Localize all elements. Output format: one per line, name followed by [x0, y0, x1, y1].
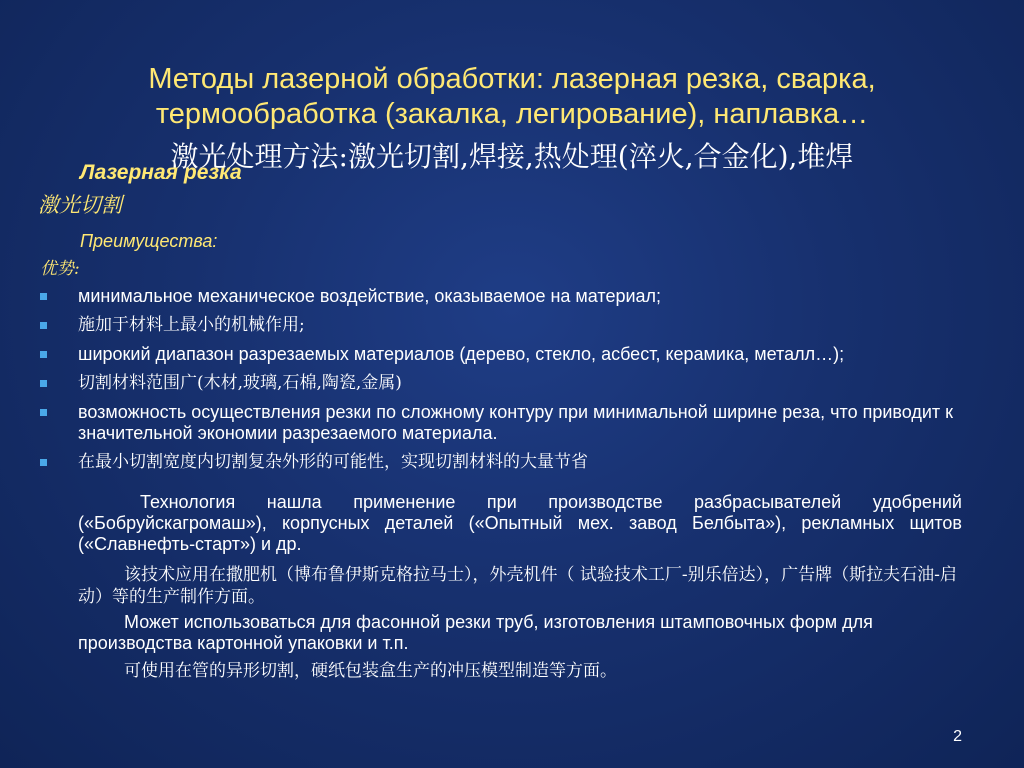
technology-paragraph-chinese [78, 564, 962, 608]
slide-title-chinese: 激光处理方法:激光切割,焊接,热处理(淬火,合金化),堆焊 [170, 140, 854, 173]
bullet-text: 施加于材料上最小的机械作用; [78, 315, 305, 335]
section-heading: Лазерная резка [80, 161, 242, 184]
bullet-text: 切割材料范围广(木材,玻璃,石棉,陶瓷,金属) [78, 373, 402, 393]
pipes-paragraph-chinese-text: 可使用在管的异形切割，硬纸包装盒生产的冲压模型制造等方面。 [124, 661, 617, 681]
bullet-item [38, 373, 968, 394]
bullet-item [38, 452, 968, 473]
bullet-text: широкий диапазон разрезаемых материалов (дерево, стекло, асбест, керамика, металл…); [78, 344, 845, 364]
square-bullet-icon [40, 322, 47, 329]
square-bullet-icon [40, 409, 47, 416]
square-bullet-icon [40, 351, 47, 358]
square-bullet-icon [40, 293, 47, 300]
page-number: 2 [953, 728, 962, 745]
bullet-item [38, 286, 968, 307]
bullet-text: минимальное механическое воздействие, оказываемое на материал; [78, 286, 662, 306]
pipes-paragraph-chinese [78, 660, 962, 682]
advantages-label-chinese: 优势: [40, 259, 80, 279]
technology-paragraph-chinese-text: 该技术应用在撒肥机（博布鲁伊斯克格拉马士），外壳机件（ 试验技术工厂-别乐倍达），广告牌（斯拉夫石油-启动）等的生产制作方面。 [78, 565, 957, 607]
bullet-text: 在最小切割宽度内切割复杂外形的可能性，实现切割材料的大量节省 [78, 452, 588, 472]
bullet-text: возможность осуществления резки по сложному контуру при минимальной ширине реза, что приводит к значительной экономии разрезаемого материала. [78, 402, 954, 443]
technology-paragraph [78, 492, 962, 555]
slide-title: Методы лазерной обработки: лазерная резка, сварка, термообработка (закалка, легирование), наплавка… [148, 63, 876, 130]
bullet-item [38, 315, 968, 336]
section-heading-chinese: 激光切割 [38, 193, 122, 217]
advantages-label: Преимущества: [80, 231, 218, 251]
pipes-paragraph-text: Может использоваться для фасонной резки труб, изготовления штамповочных форм для производства картонной упаковки и т.п. [78, 612, 873, 653]
square-bullet-icon [40, 459, 47, 466]
advantages-list [38, 286, 968, 481]
technology-paragraph-text: Технология нашла применение при производстве разбрасывателей удобрений («Бобруйскагромаш»), корпусных деталей («Опытный мех. завод Белбыта»), рекламных щитов («Славнефть-старт») и др. [78, 492, 962, 554]
square-bullet-icon [40, 380, 47, 387]
bullet-item [38, 344, 968, 365]
pipes-paragraph [78, 612, 962, 654]
bullet-item [38, 402, 968, 444]
